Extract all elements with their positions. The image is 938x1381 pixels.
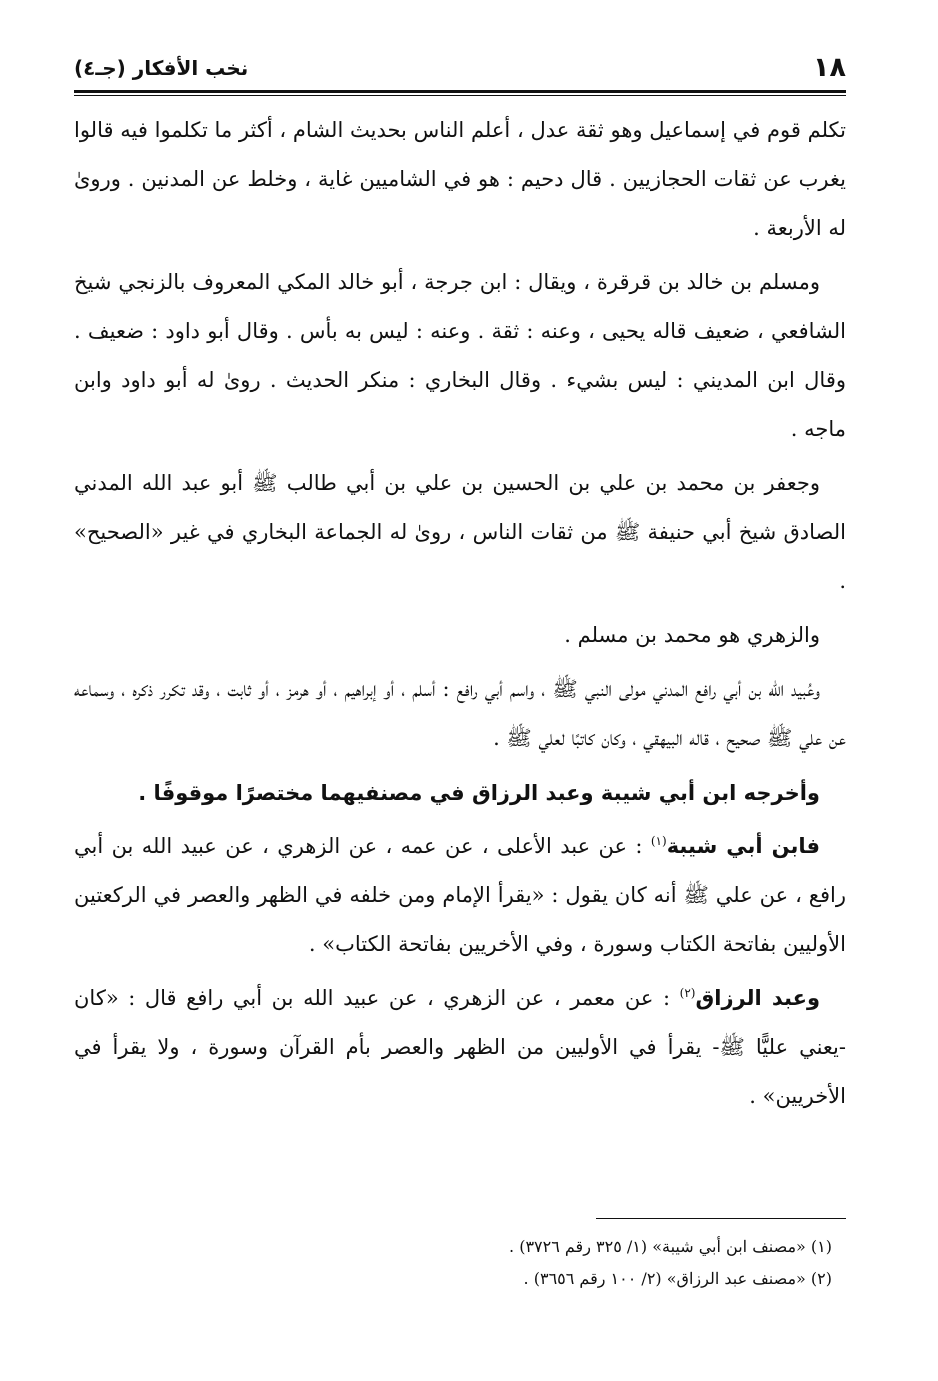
header-rule-thin	[74, 95, 846, 96]
page-number: ١٨	[813, 52, 846, 83]
footnotes	[74, 1218, 846, 1295]
paragraph-ismail: تكلم قوم في إسماعيل وهو ثقة عدل ، أعلم الناس بحديث الشام ، أكثر ما تكلموا فيه قالوا يغرب عن ثقات الحجازيين . قال دحيم : هو في الشاميين غاية ، وخلط عن المدنين . وروىٰ له الأربعة .	[74, 118, 846, 240]
paragraph-zuhri: والزهري هو محمد بن مسلم .	[564, 623, 820, 647]
running-title: نخب الأفكار (جـ٤)	[74, 56, 249, 80]
paragraph-jafar-bin-muhammad: وجعفر بن محمد بن علي بن الحسين بن علي بن أبي طالب ﷺ أبو عبد الله المدني الصادق شيخ أبي حنيفة ﷺ من ثقات الناس ، روىٰ له الجماعة البخاري في غير «الصحيح» .	[74, 471, 846, 593]
footnote-ref-2: (٢)	[679, 986, 696, 1000]
paragraph-lead: وعبد الرزاق	[695, 986, 821, 1010]
footnote-rule	[596, 1218, 846, 1219]
paragraph-lead: فابن أبي شيبة	[666, 834, 821, 858]
book-page	[74, 48, 846, 1126]
footnote-ref-1: (١)	[650, 834, 667, 848]
footnote-1: (١) «مصنف ابن أبي شيبة» (١/ ٣٢٥ رقم ٣٧٢٦) .	[509, 1237, 832, 1256]
footnote-2: (٢) «مصنف عبد الرزاق» (٢/ ١٠٠ رقم ٣٦٥٦) .	[523, 1269, 832, 1288]
section-heading: وأخرجه ابن أبي شيبة وعبد الرزاق في مصنفيهما مختصرًا موقوفًا .	[138, 781, 820, 805]
header-rule	[74, 90, 846, 93]
paragraph-ibn-abi-shaiba	[74, 822, 846, 969]
paragraph-ubaidullah: وعُبيد الله بن أبي رافع المدني مولى النبي ﷺ ، واسم أبي رافع : أسلم ، أو إبراهيم ، أو هرمز ، أو ثابت ، وقد تكرر ذكره ، وسماعه عن علي ﷺ صحيح ، قاله البيهقي ، وكان كاتبًا لعلي ﷺ .	[74, 677, 846, 750]
page-header	[74, 48, 846, 84]
paragraph-muslim-bin-khalid: ومسلم بن خالد بن قرقرة ، ويقال : ابن جرجة ، أبو خالد المكي المعروف بالزنجي شيخ الشافعي ، ضعيف قاله يحيى ، وعنه : ثقة . وعنه : ليس به بأس . وقال أبو داود : ضعيف . وقال ابن المديني : ليس بشيء . وقال البخاري : منكر الحديث . روىٰ له أبو داود وابن ماجه .	[74, 270, 846, 441]
paragraph-text: : عن عبد الأعلى ، عن عمه ، عن الزهري ، عن عبيد الله بن أبي رافع ، عن علي ﷺ أنه كان يقول : «يقرأ الإمام ومن خلفه في الظهر والعصر في الركعتين الأوليين بفاتحة الكتاب وسورة ، وفي الأخريين بفاتحة الكتاب» .	[74, 834, 846, 956]
paragraph-text: : عن معمر ، عن الزهري ، عن عبيد الله بن أبي رافع قال : «كان -يعني عليًّا ﷺ- يقرأ في الأوليين من الظهر والعصر بأم القرآن وسورة ، ولا يقرأ في الأخريين» .	[74, 986, 846, 1108]
page-body	[74, 106, 846, 1121]
paragraph-abdurrazzaq	[74, 974, 846, 1121]
